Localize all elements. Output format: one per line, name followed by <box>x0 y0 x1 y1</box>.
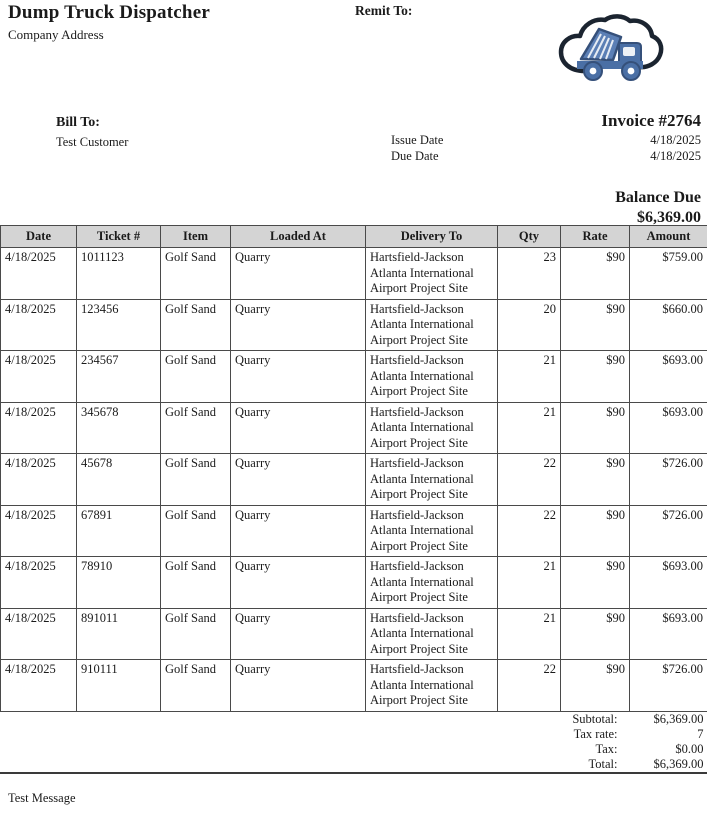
total-label: Total: <box>588 756 618 771</box>
cell-delivery-to: Hartsfield-Jackson Atlanta International Airport Project Site <box>366 454 498 506</box>
cell-amount: $759.00 <box>630 248 707 300</box>
cell-rate: $90 <box>561 248 630 300</box>
cell-delivery-to: Hartsfield-Jackson Atlanta International Airport Project Site <box>366 608 498 660</box>
line-items-body <box>1 248 707 712</box>
cell-date: 4/18/2025 <box>1 248 77 300</box>
cell-date: 4/18/2025 <box>1 454 77 506</box>
cell-loaded-at: Quarry <box>231 351 366 403</box>
cell-loaded-at: Quarry <box>231 299 366 351</box>
total-value: $0.00 <box>675 741 704 756</box>
cell-qty: 22 <box>498 454 561 506</box>
balance-due-block <box>615 188 701 228</box>
cell-ticket: 123456 <box>77 299 161 351</box>
cell-amount: $726.00 <box>630 660 707 712</box>
due-date-value: 4/18/2025 <box>650 149 701 163</box>
cell-loaded-at: Quarry <box>231 557 366 609</box>
cell-ticket: 78910 <box>77 557 161 609</box>
total-row <box>1 757 707 772</box>
table-row <box>1 505 707 557</box>
cell-ticket: 234567 <box>77 351 161 403</box>
cell-item: Golf Sand <box>161 351 231 403</box>
due-date-row <box>371 148 701 164</box>
cell-delivery-to: Hartsfield-Jackson Atlanta International Airport Project Site <box>366 505 498 557</box>
cell-ticket: 67891 <box>77 505 161 557</box>
cell-ticket: 345678 <box>77 402 161 454</box>
cell-ticket: 45678 <box>77 454 161 506</box>
company-address: Company Address <box>8 27 104 42</box>
company-name: Dump Truck Dispatcher <box>8 2 210 23</box>
cell-ticket: 891011 <box>77 608 161 660</box>
cell-date: 4/18/2025 <box>1 402 77 454</box>
remit-to-block <box>355 3 412 19</box>
total-value: $6,369.00 <box>653 756 704 771</box>
column-header-loaded-at: Loaded At <box>231 226 366 248</box>
totals-table <box>1 712 707 772</box>
table-row <box>1 660 707 712</box>
total-value: $6,369.00 <box>653 711 704 726</box>
cell-item: Golf Sand <box>161 557 231 609</box>
cell-rate: $90 <box>561 660 630 712</box>
invoice-details-block <box>371 110 701 164</box>
cell-loaded-at: Quarry <box>231 454 366 506</box>
table-row <box>1 299 707 351</box>
cell-amount: $693.00 <box>630 351 707 403</box>
total-label: Tax: <box>595 741 618 756</box>
table-row <box>1 248 707 300</box>
cell-qty: 22 <box>498 660 561 712</box>
cell-qty: 21 <box>498 557 561 609</box>
cell-qty: 21 <box>498 608 561 660</box>
total-row <box>1 727 707 742</box>
cell-date: 4/18/2025 <box>1 505 77 557</box>
remit-to-label: Remit To: <box>355 3 413 18</box>
dump-truck-cloud-icon <box>555 13 665 87</box>
cell-item: Golf Sand <box>161 248 231 300</box>
invoice-number: Invoice #2764 <box>601 111 701 130</box>
table-row <box>1 454 707 506</box>
cell-date: 4/18/2025 <box>1 660 77 712</box>
table-row <box>1 608 707 660</box>
cell-delivery-to: Hartsfield-Jackson Atlanta International Airport Project Site <box>366 402 498 454</box>
cell-date: 4/18/2025 <box>1 557 77 609</box>
company-block <box>8 2 210 44</box>
cell-delivery-to: Hartsfield-Jackson Atlanta International Airport Project Site <box>366 660 498 712</box>
cell-amount: $726.00 <box>630 505 707 557</box>
cell-loaded-at: Quarry <box>231 402 366 454</box>
total-label: Tax rate: <box>573 726 618 741</box>
table-row <box>1 402 707 454</box>
cell-qty: 22 <box>498 505 561 557</box>
cell-amount: $693.00 <box>630 608 707 660</box>
cell-item: Golf Sand <box>161 454 231 506</box>
cell-qty: 21 <box>498 351 561 403</box>
invoice-header <box>0 0 707 110</box>
cell-item: Golf Sand <box>161 299 231 351</box>
cell-amount: $660.00 <box>630 299 707 351</box>
bill-to-label: Bill To: <box>56 115 100 130</box>
cell-loaded-at: Quarry <box>231 505 366 557</box>
cell-item: Golf Sand <box>161 660 231 712</box>
cell-rate: $90 <box>561 402 630 454</box>
cell-amount: $726.00 <box>630 454 707 506</box>
cell-date: 4/18/2025 <box>1 351 77 403</box>
total-spacer <box>1 757 569 772</box>
column-header-ticket: Ticket # <box>77 226 161 248</box>
due-date-label: Due Date <box>391 149 439 163</box>
invoice-footer <box>0 774 707 807</box>
column-header-date: Date <box>1 226 77 248</box>
balance-due-label: Balance Due <box>615 189 701 206</box>
table-row <box>1 557 707 609</box>
cell-loaded-at: Quarry <box>231 248 366 300</box>
cell-date: 4/18/2025 <box>1 608 77 660</box>
cell-qty: 20 <box>498 299 561 351</box>
bill-to-customer: Test Customer <box>56 135 129 149</box>
cell-rate: $90 <box>561 608 630 660</box>
totals-row <box>1 711 707 772</box>
cell-delivery-to: Hartsfield-Jackson Atlanta International Airport Project Site <box>366 557 498 609</box>
cell-item: Golf Sand <box>161 505 231 557</box>
cell-item: Golf Sand <box>161 402 231 454</box>
column-header-delivery-to: Delivery To <box>366 226 498 248</box>
column-header-amount: Amount <box>630 226 707 248</box>
table-header-row <box>1 226 707 248</box>
totals-body <box>1 711 707 772</box>
cell-rate: $90 <box>561 299 630 351</box>
cell-delivery-to: Hartsfield-Jackson Atlanta International Airport Project Site <box>366 299 498 351</box>
column-header-rate: Rate <box>561 226 630 248</box>
total-spacer <box>1 712 569 727</box>
total-row <box>1 712 707 727</box>
cell-rate: $90 <box>561 351 630 403</box>
cell-delivery-to: Hartsfield-Jackson Atlanta International Airport Project Site <box>366 351 498 403</box>
footer-message: Test Message <box>8 790 76 805</box>
total-value: 7 <box>697 726 704 741</box>
cell-amount: $693.00 <box>630 402 707 454</box>
cell-qty: 23 <box>498 248 561 300</box>
total-row <box>1 742 707 757</box>
bill-to-block <box>56 114 128 151</box>
cell-delivery-to: Hartsfield-Jackson Atlanta International Airport Project Site <box>366 248 498 300</box>
dump-truck-cloud-logo <box>541 2 679 97</box>
issue-date-row <box>371 132 701 148</box>
cell-qty: 21 <box>498 402 561 454</box>
line-items-table <box>0 225 707 772</box>
total-label: Subtotal: <box>572 711 618 726</box>
issue-date-label: Issue Date <box>391 133 444 147</box>
balance-due-value: $6,369.00 <box>637 209 701 226</box>
column-header-item: Item <box>161 226 231 248</box>
table-row <box>1 351 707 403</box>
cell-rate: $90 <box>561 505 630 557</box>
cell-item: Golf Sand <box>161 608 231 660</box>
cell-ticket: 910111 <box>77 660 161 712</box>
cell-ticket: 1011123 <box>77 248 161 300</box>
cell-loaded-at: Quarry <box>231 608 366 660</box>
cell-rate: $90 <box>561 454 630 506</box>
totals-cell <box>1 711 707 772</box>
total-spacer <box>1 742 569 757</box>
issue-date-value: 4/18/2025 <box>650 133 701 147</box>
column-header-qty: Qty <box>498 226 561 248</box>
cell-rate: $90 <box>561 557 630 609</box>
cell-date: 4/18/2025 <box>1 299 77 351</box>
total-spacer <box>1 727 569 742</box>
cell-loaded-at: Quarry <box>231 660 366 712</box>
invoice-meta-section <box>0 110 707 225</box>
cell-amount: $693.00 <box>630 557 707 609</box>
